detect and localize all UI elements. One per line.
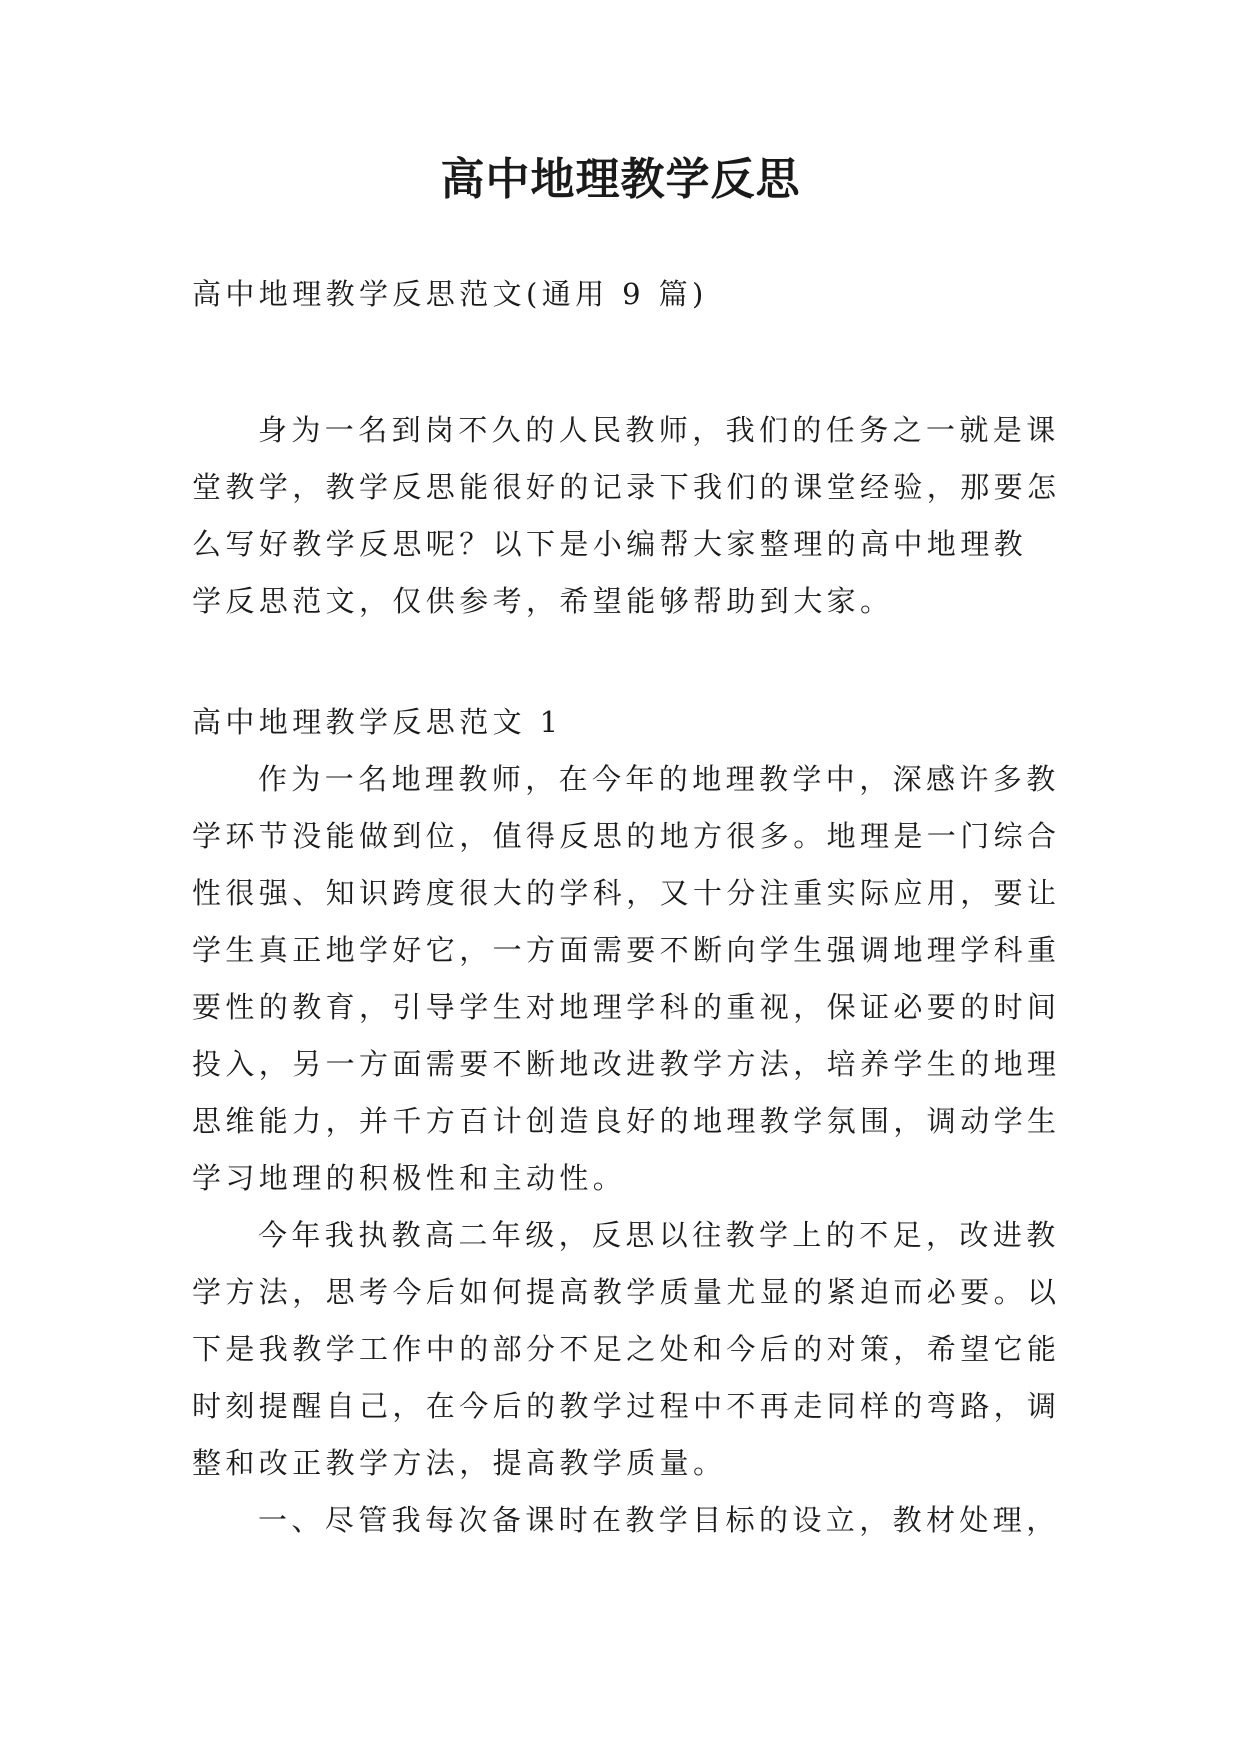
paragraph-line: 作为一名地理教师，在今年的地理教学中，深感许多教 <box>258 762 1060 796</box>
intro-paragraph <box>192 402 1061 630</box>
paragraph-line: 下是我教学工作中的部分不足之处和今后的对策，希望它能 <box>192 1332 1061 1366</box>
paragraph-line: 今年我执教高二年级，反思以往教学上的不足，改进教 <box>258 1218 1060 1252</box>
paragraph-line: 性很强、知识跨度很大的学科，又十分注重实际应用，要让 <box>192 876 1061 910</box>
intro-line: 学反思范文，仅供参考，希望能够帮助到大家。 <box>192 584 894 618</box>
paragraph-line: 一、尽管我每次备课时在教学目标的设立，教材处理， <box>258 1503 1060 1537</box>
section-heading <box>192 694 1058 751</box>
paragraph-line: 学方法，思考今后如何提高教学质量尤显的紧迫而必要。以 <box>192 1275 1061 1309</box>
intro-line: 堂教学，教学反思能很好的记录下我们的课堂经验，那要怎 <box>192 470 1061 504</box>
document-subtitle <box>192 266 1058 323</box>
paragraph-line: 投入，另一方面需要不断地改进教学方法，培养学生的地理 <box>192 1047 1061 1081</box>
paragraph-line: 要性的教育，引导学生对地理学科的重视，保证必要的时间 <box>192 990 1061 1024</box>
intro-line: 么写好教学反思呢？以下是小编帮大家整理的高中地理教 <box>192 527 1028 561</box>
paragraph-line: 思维能力，并千方百计创造良好的地理教学氛围，调动学生 <box>192 1104 1061 1138</box>
section-heading-line: 高中地理教学反思范文 1 <box>192 705 563 739</box>
paragraph-line: 学环节没能做到位，值得反思的地方很多。地理是一门综合 <box>192 819 1061 853</box>
paragraph-1 <box>192 751 1061 1207</box>
paragraph-line: 整和改正教学方法，提高教学质量。 <box>192 1446 727 1480</box>
paragraph-line: 学习地理的积极性和主动性。 <box>192 1161 627 1195</box>
paragraph-2 <box>192 1207 1061 1492</box>
paragraph-line: 时刻提醒自己，在今后的教学过程中不再走同样的弯路，调 <box>192 1389 1061 1423</box>
paragraph-line: 学生真正地学好它，一方面需要不断向学生强调地理学科重 <box>192 933 1061 967</box>
subtitle-line: 高中地理教学反思范文(通用 9 篇) <box>192 277 708 311</box>
intro-line: 身为一名到岗不久的人民教师，我们的任务之一就是课 <box>258 413 1060 447</box>
paragraph-3 <box>192 1492 1058 1549</box>
document-title: 高中地理教学反思 <box>440 154 801 205</box>
